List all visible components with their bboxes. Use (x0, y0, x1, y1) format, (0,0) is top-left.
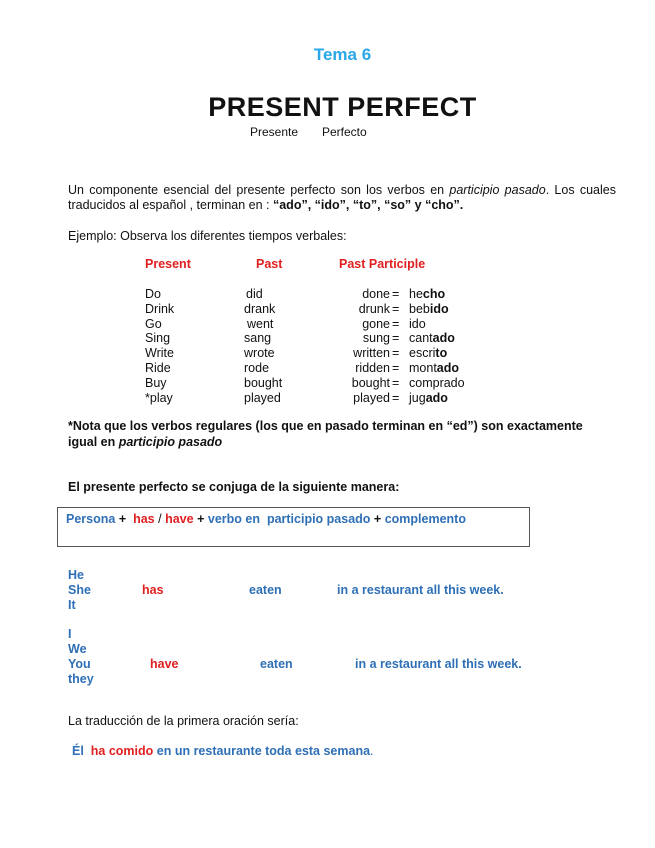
conjugation-label: El presente perfecto se conjuga de la siguiente manera: (68, 480, 400, 494)
column-spanish (409, 287, 465, 405)
participle-verb: done (362, 287, 390, 301)
example2-verb: eaten (260, 657, 293, 671)
spanish-participle: montado (409, 360, 460, 375)
spanish-participle: cantado (409, 331, 455, 346)
column-present (145, 287, 174, 405)
example1-verb: eaten (249, 583, 282, 597)
present-verb: *play (145, 390, 173, 405)
past-verb: sang (244, 331, 272, 346)
example2-complement: in a restaurant all this week. (355, 657, 522, 671)
example-label: Ejemplo: Observa los diferentes tiempos verbales: (68, 229, 347, 243)
spanish-participle: bebido (409, 301, 449, 316)
past-verb: played (244, 390, 281, 405)
spanish-participle: ido (409, 316, 426, 331)
column-past-participle (342, 287, 390, 405)
past-verb: drank (244, 301, 276, 316)
equals-sign: = (392, 301, 400, 316)
equals-sign: = (392, 360, 400, 375)
header-present: Present (145, 257, 191, 271)
subtitle-presente: Presente (250, 125, 299, 139)
page-title: PRESENT PERFECT (208, 92, 477, 122)
spanish-participle: comprado (409, 375, 465, 390)
present-verb: Sing (145, 331, 171, 346)
past-verb: went (247, 316, 274, 331)
equals-sign: = (392, 390, 400, 405)
subject: She (68, 583, 91, 597)
subject: You (68, 657, 91, 671)
past-verb: wrote (244, 346, 275, 361)
example1-aux: has (142, 583, 164, 597)
equals-sign: = (392, 375, 400, 390)
regular-verbs-note: *Nota que los verbos regulares (los que en pasado terminan en “ed”) son exactamente igual en participio pasado (68, 419, 583, 449)
example2-subjects (68, 627, 94, 687)
past-verb: rode (244, 360, 270, 375)
present-verb: Buy (145, 375, 167, 390)
example1-subjects (68, 568, 91, 613)
column-past (244, 287, 282, 405)
participle-verb: written (353, 346, 390, 361)
column-equals (392, 287, 399, 405)
subject: they (68, 672, 94, 686)
example2-aux: have (150, 657, 179, 671)
present-verb: Do (145, 287, 161, 301)
equals-sign: = (392, 346, 400, 361)
example1-complement: in a restaurant all this week. (337, 583, 504, 597)
present-verb: Drink (145, 301, 175, 316)
past-verb: bought (244, 375, 283, 390)
participle-verb: gone (362, 316, 390, 331)
intro-paragraph: Un componente esencial del presente perfecto son los verbos en participio pasado. Los cuales traducidos al español , terminan en : “ado”, “ido”, “to”, “so” y “cho”. (68, 183, 616, 212)
equals-sign: = (392, 331, 400, 346)
participle-verb: ridden (355, 360, 390, 375)
spanish-participle: hecho (409, 287, 446, 301)
participle-verb: bought (351, 375, 390, 390)
equals-sign: = (392, 287, 400, 301)
equals-sign: = (392, 316, 400, 331)
translation-label: La traducción de la primera oración sería: (68, 714, 299, 728)
topic-title: Tema 6 (313, 45, 372, 64)
translation-sentence: Él ha comido en un restaurante toda esta semana. (72, 744, 374, 758)
past-verb: did (246, 287, 263, 301)
participle-verb: drunk (358, 301, 390, 316)
spanish-participle: escrito (409, 346, 448, 361)
formula: Persona + has / have + verbo en participio pasado + complemento (66, 512, 466, 526)
present-verb: Go (145, 316, 162, 331)
header-past-participle: Past Participle (339, 257, 426, 271)
subject: I (68, 627, 72, 641)
header-past: Past (256, 257, 283, 271)
subject: We (68, 642, 87, 656)
present-verb: Write (145, 346, 174, 361)
subtitle-perfecto: Perfecto (322, 125, 367, 139)
subject: It (68, 598, 76, 612)
participle-verb: played (353, 390, 390, 405)
participle-verb: sung (362, 331, 390, 346)
spanish-participle: jugado (409, 390, 448, 405)
present-verb: Ride (145, 360, 171, 375)
subject: He (68, 568, 84, 582)
